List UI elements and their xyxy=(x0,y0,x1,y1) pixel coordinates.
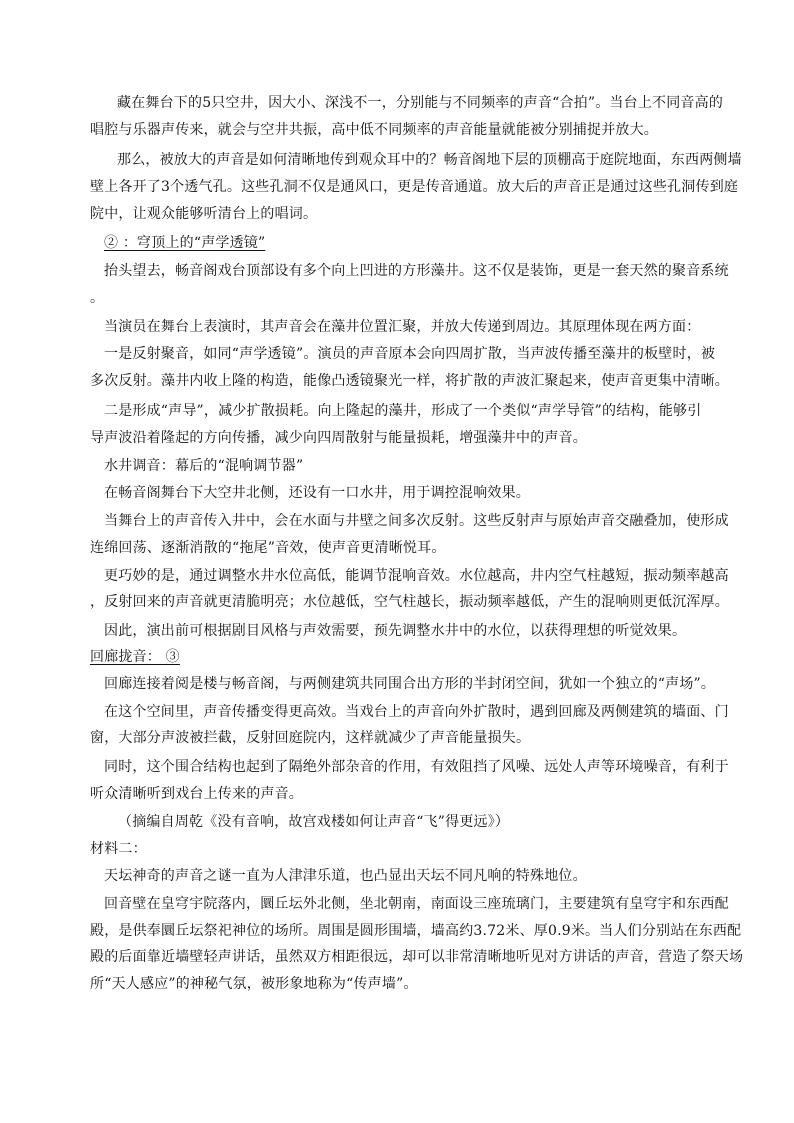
paragraph-line: 藏在舞台下的5只空井，因大小、深浅不一，分别能与不同频率的声音“合拍”。当台上不同音高的 xyxy=(117,95,724,111)
paragraph-line: 听众清晰听到戏台上传来的声音。 xyxy=(90,786,303,802)
paragraph-line: 殿，是供奉圜丘坛祭祀神位的场所。周围是圆形围墙，墙高约3.72米、厚0.9米。当人们分别站在东西配 xyxy=(90,923,742,939)
paragraph-line: 唱腔与乐器声传来，就会与空井共振，高中低不同频率的声音能量就能被分别捕捉并放大。 xyxy=(90,122,658,138)
paragraph-line: ，反射回来的声音就更清脆明亮；水位越低，空气柱越长，振动频率越低，产生的混响则更低沉浑厚。 xyxy=(90,594,729,610)
paragraph-line: 院中，让观众能够听清台上的唱词。 xyxy=(90,206,318,222)
paragraph-line: 一是反射聚音，如同“声学透镜”。演员的声音原本会向四周扩散，当声波传播至藻井的板壁时，被 xyxy=(104,346,716,362)
paragraph-line: 窗，大部分声波被拦截，反射回庭院内，这样就减少了声音能量损失。 xyxy=(90,730,531,746)
paragraph-line: 殿的后面靠近墙壁轻声讲话，虽然双方相距很远，却可以非常清晰地听见对方讲话的声音，营造了祭天场 xyxy=(90,949,744,965)
material-two-heading: 材料二： xyxy=(90,841,147,857)
paragraph-line: 二是形成“声导”，减少扩散损耗。向上隆起的藻井，形成了一个类似“声学导管”的结构，能够引 xyxy=(104,403,702,419)
source-citation: （摘编自周乾《没有音响，故宫戏楼如何让声音“飞”得更远》） xyxy=(118,814,510,830)
section-heading-2: ② ：穹顶上的“声学透镜” xyxy=(104,235,266,251)
paragraph-line: 连绵回荡、逐渐消散的“拖尾”音效，使声音更清晰悦耳。 xyxy=(90,540,446,556)
paragraph-line: 抬头望去，畅音阁戏台顶部设有多个向上凹进的方形藻井。这不仅是装饰，更是一套天然的聚音系统 xyxy=(104,263,729,279)
paragraph-line: 所“天人感应”的神秘气氛，被形象地称为“传声墙”。 xyxy=(90,976,418,992)
paragraph-line: 那么，被放大的声音是如何清晰地传到观众耳中的？畅音阁地下层的顶棚高于庭院地面，东西两侧墙 xyxy=(117,152,742,168)
section-heading-3: 回廊拢音： ③ xyxy=(90,649,180,665)
paragraph-line: 在这个空间里，声音传播变得更高效。当戏台上的声音向外扩散时，遇到回廊及两侧建筑的墙面、门 xyxy=(104,704,729,720)
paragraph-line: 当舞台上的声音传入井中，会在水面与井壁之间多次反射。这些反射声与原始声音交融叠加，使形成 xyxy=(104,513,729,529)
paragraph-line: 因此，演出前可根据剧目风格与声效需要，预先调整水井中的水位，以获得理想的听觉效果。 xyxy=(104,623,687,639)
paragraph-line: 壁上各开了3个透气孔。这些孔洞不仅是通风口，更是传音通道。放大后的声音正是通过这些孔洞传到庭 xyxy=(90,179,739,195)
paragraph-line: 多次反射。藻井内收上隆的构造，能像凸透镜聚光一样，将扩散的声波汇聚起来，使声音更集中清晰。 xyxy=(90,373,729,389)
paragraph-line: 。 xyxy=(90,290,105,306)
paragraph-line: 导声波沿着隆起的方向传播，减少向四周散射与能量损耗，增强藻井中的声音。 xyxy=(90,430,587,446)
paragraph-line: 回廊连接着阅是楼与畅音阁，与两侧建筑共同围合出方形的半封闭空间，犹如一个独立的“声场”。 xyxy=(104,676,716,692)
paragraph-line: 回音壁在皇穹宇院落内，圜丘坛外北侧，坐北朝南，南面设三座琉璃门，主要建筑有皇穹宇和东西配 xyxy=(104,896,729,912)
paragraph-line: 天坛神奇的声音之谜一直为人津津乐道，也凸显出天坛不同凡响的特殊地位。 xyxy=(104,868,587,884)
section-heading-water-well: 水井调音：幕后的“混响调节器” xyxy=(104,458,304,474)
paragraph-line: 在畅音阁舞台下大空井北侧，还设有一口水井，用于调控混响效果。 xyxy=(104,485,530,501)
paragraph-line: 同时，这个围合结构也起到了隔绝外部杂音的作用，有效阻挡了风噪、远处人声等环境噪音，有利于 xyxy=(104,759,729,775)
paragraph-line: 当演员在舞台上表演时，其声音会在藻井位置汇聚，并放大传递到周边。其原理体现在两方面： xyxy=(104,319,701,335)
paragraph-line: 更巧妙的是，通过调整水井水位高低，能调节混响音效。水位越高，井内空气柱越短，振动频率越高 xyxy=(104,568,729,584)
